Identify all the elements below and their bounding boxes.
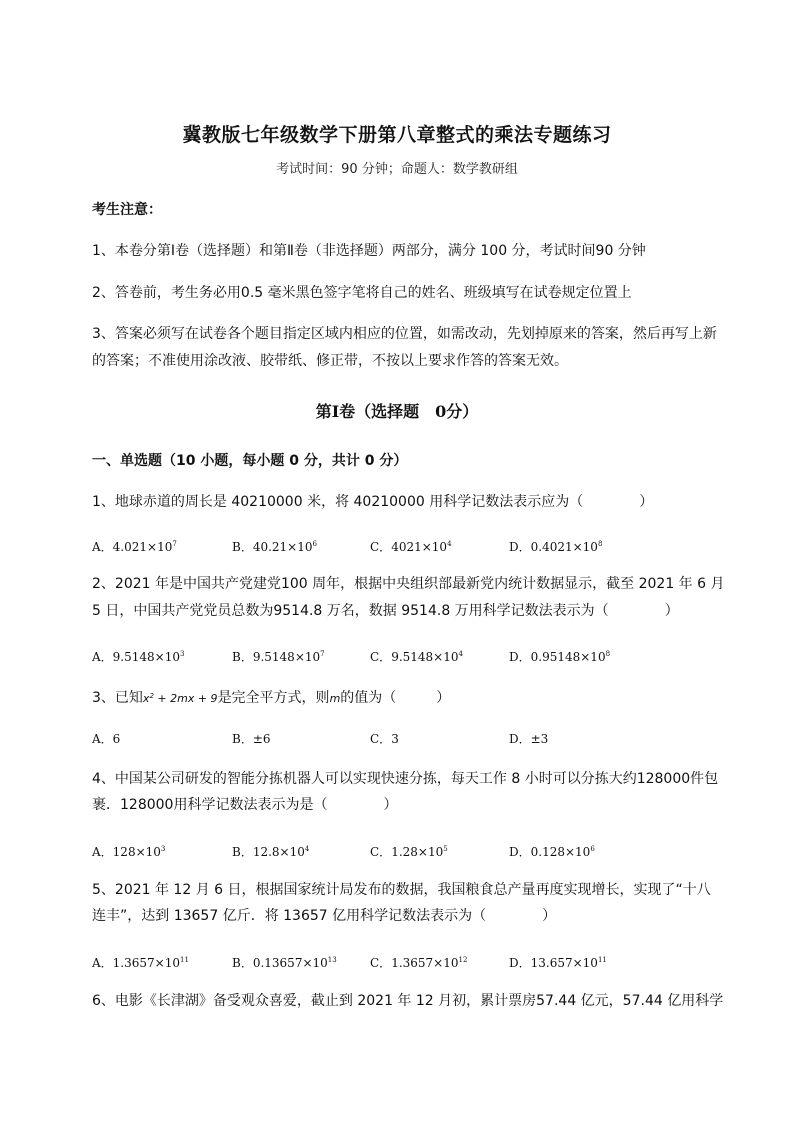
notice-item-3: 3、答案必须写在试卷各个题目指定区域内相应的位置，如需改动，先划掉原来的答案，然后再写上新 bbox=[92, 326, 717, 342]
question-2-stem-line2: 5 日，中国共产党党员总数为9514.8 万名，数据 9514.8 万用科学记数法表示为（ ） bbox=[92, 603, 679, 619]
question-3-options bbox=[92, 728, 732, 750]
question-6-stem-line1: 6、电影《长津湖》备受观众喜爱，截止到 2021 年 12 月初，累计票房57.44 亿元，57.44 亿用科学 bbox=[92, 993, 724, 1009]
question-5-options bbox=[92, 949, 732, 971]
question-5-stem-line1: 5、2021 年 12 月 6 日，根据国家统计局发布的数据，我国粮食总产量再度实现增长，实现了“十八 bbox=[92, 882, 711, 898]
question-4-options bbox=[92, 838, 732, 860]
option-c[interactable]: C．$1.28\times 10^5$ bbox=[370, 845, 448, 859]
option-b[interactable]: B．$9.5148\times 10^7$ bbox=[232, 650, 325, 664]
option-d[interactable]: D．$0.128\times 10^6$ bbox=[509, 845, 595, 859]
option-a[interactable]: A．$4.021\times 10^7$ bbox=[92, 540, 177, 554]
question-2-options bbox=[92, 643, 732, 665]
exam-info: 考试时间：90 分钟；命题人：数学教研组 bbox=[276, 162, 518, 177]
option-c[interactable]: C．3 bbox=[370, 732, 399, 746]
option-b[interactable]: B．$40.21\times 10^6$ bbox=[232, 540, 317, 554]
option-b[interactable]: B．±6 bbox=[232, 732, 271, 746]
notice-item-3-cont: 的答案；不准使用涂改液、胶带纸、修正带，不按以上要求作答的答案无效。 bbox=[92, 353, 568, 369]
option-b[interactable]: B．$12.8\times 10^4$ bbox=[232, 845, 310, 859]
question-1-stem: 1、地球赤道的周长是 40210000 米，将 40210000 用科学记数法表示应为（ ） bbox=[92, 494, 654, 510]
question-3-stem: 3、已知$x^2 + 2mx + 9$是完全平方式，则m的值为（ ） bbox=[92, 690, 451, 706]
math-expression: $x^2 + 2mx + 9$ bbox=[142, 692, 218, 705]
notice-item-1: 1、本卷分第Ⅰ卷（选择题）和第Ⅱ卷（非选择题）两部分，满分 100 分，考试时间90 分钟 bbox=[92, 243, 646, 259]
option-d[interactable]: D．$0.95148\times 10^8$ bbox=[509, 650, 611, 664]
option-a[interactable]: A．$128\times 10^3$ bbox=[92, 845, 166, 859]
option-a[interactable]: A．6 bbox=[92, 732, 121, 746]
page-title: 冀教版七年级数学下册第八章整式的乘法专题练习 bbox=[182, 124, 612, 146]
question-2-stem-line1: 2、2021 年是中国共产党建党100 周年，根据中央组织部最新党内统计数据显示，截至 2021 年 6 月 bbox=[92, 576, 725, 592]
option-a[interactable]: A．$9.5148\times 10^3$ bbox=[92, 650, 185, 664]
option-a[interactable]: A．$1.3657\times 10^{11}$ bbox=[92, 956, 189, 970]
section-title: 第Ⅰ卷（选择题 0分） bbox=[315, 402, 479, 421]
notice-heading: 考生注意： bbox=[92, 202, 162, 218]
option-b[interactable]: B．$0.13657\times 10^{13}$ bbox=[232, 956, 337, 970]
question-4-stem-line1: 4、中国某公司研发的智能分拣机器人可以实现快速分拣，每天工作 8 小时可以分拣大约128000件包 bbox=[92, 771, 719, 787]
option-d[interactable]: D．$0.4021\times 10^8$ bbox=[509, 540, 603, 554]
option-d[interactable]: D．$13.657\times 10^{11}$ bbox=[509, 956, 607, 970]
question-5-stem-line2: 连丰”，达到 13657 亿斤．将 13657 亿用科学记数法表示为（ ） bbox=[92, 908, 557, 924]
part-heading: 一、单选题（10 小题，每小题 0 分，共计 0 分） bbox=[92, 453, 408, 469]
notice-item-2: 2、答卷前，考生务必用0.5 毫米黑色签字笔将自己的姓名、班级填写在试卷规定位置上 bbox=[92, 285, 632, 301]
question-4-stem-line2: 裹．128000用科学记数法表示为是（ ） bbox=[92, 797, 398, 813]
option-d[interactable]: D．±3 bbox=[509, 732, 549, 746]
option-c[interactable]: C．$1.3657\times 10^{12}$ bbox=[370, 956, 468, 970]
question-1-options bbox=[92, 533, 732, 555]
option-c[interactable]: C．$9.5148\times 10^4$ bbox=[370, 650, 463, 664]
option-c[interactable]: C．$4021\times 10^4$ bbox=[370, 540, 452, 554]
